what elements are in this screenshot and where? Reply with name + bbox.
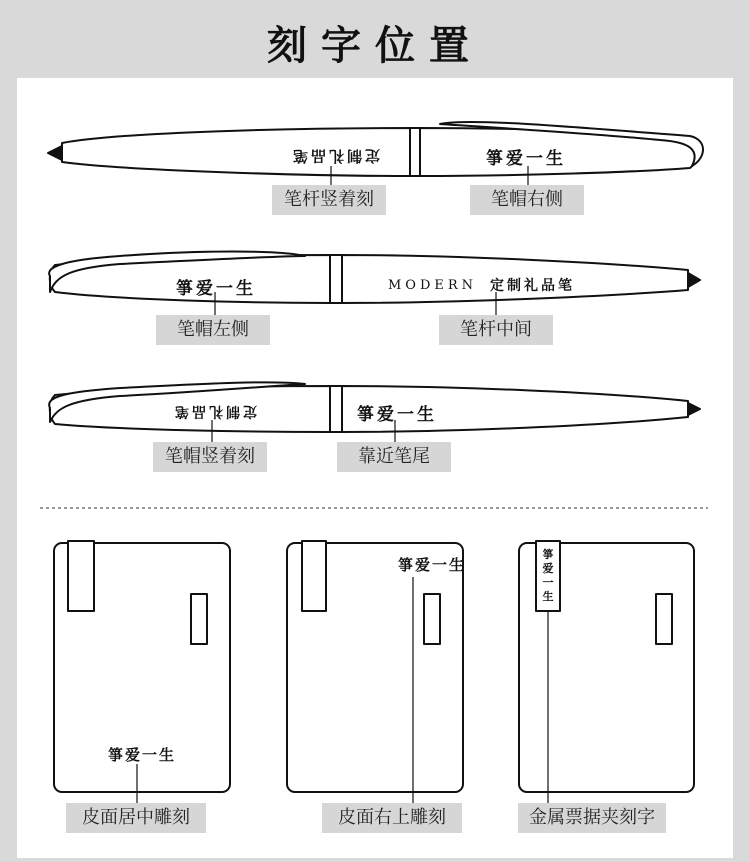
- notebook3-clip-engraving: 箏爱一生: [542, 548, 554, 603]
- pen3-cap-engraving: 定制礼品笔: [172, 403, 257, 419]
- notebook2-engraving: 箏爱一生: [398, 556, 467, 574]
- notebook1-engraving: 箏爱一生: [108, 746, 177, 764]
- label-pen2-cap-left: 笔帽左侧: [156, 315, 270, 345]
- pen1-cap-engraving: 箏爱一生: [486, 149, 566, 169]
- pen2-barrel-engraving: 定制礼品笔: [490, 278, 575, 294]
- label-pen2-barrel-middle: 笔杆中间: [439, 315, 553, 345]
- label-pen3-cap-vertical: 笔帽竖着刻: [153, 442, 267, 472]
- pen2-brand-engraving: MODERN: [388, 278, 478, 293]
- label-notebook1-center: 皮面居中雕刻: [66, 803, 206, 833]
- pen2-cap-engraving: 箏爱一生: [176, 279, 256, 299]
- pen1-barrel-engraving: 定制礼品笔: [290, 147, 381, 165]
- label-pen1-barrel-vertical: 笔杆竖着刻: [272, 185, 386, 215]
- notebook-2: [287, 541, 463, 792]
- label-pen3-near-tail: 靠近笔尾: [337, 442, 451, 472]
- label-notebook2-top-right: 皮面右上雕刻: [322, 803, 462, 833]
- pen-2: [49, 252, 700, 304]
- page-title: 刻字位置: [267, 23, 483, 69]
- label-notebook3-clip: 金属票据夹刻字: [518, 803, 666, 833]
- pen3-tail-engraving: 箏爱一生: [357, 405, 437, 425]
- label-pen1-cap-right: 笔帽右侧: [470, 185, 584, 215]
